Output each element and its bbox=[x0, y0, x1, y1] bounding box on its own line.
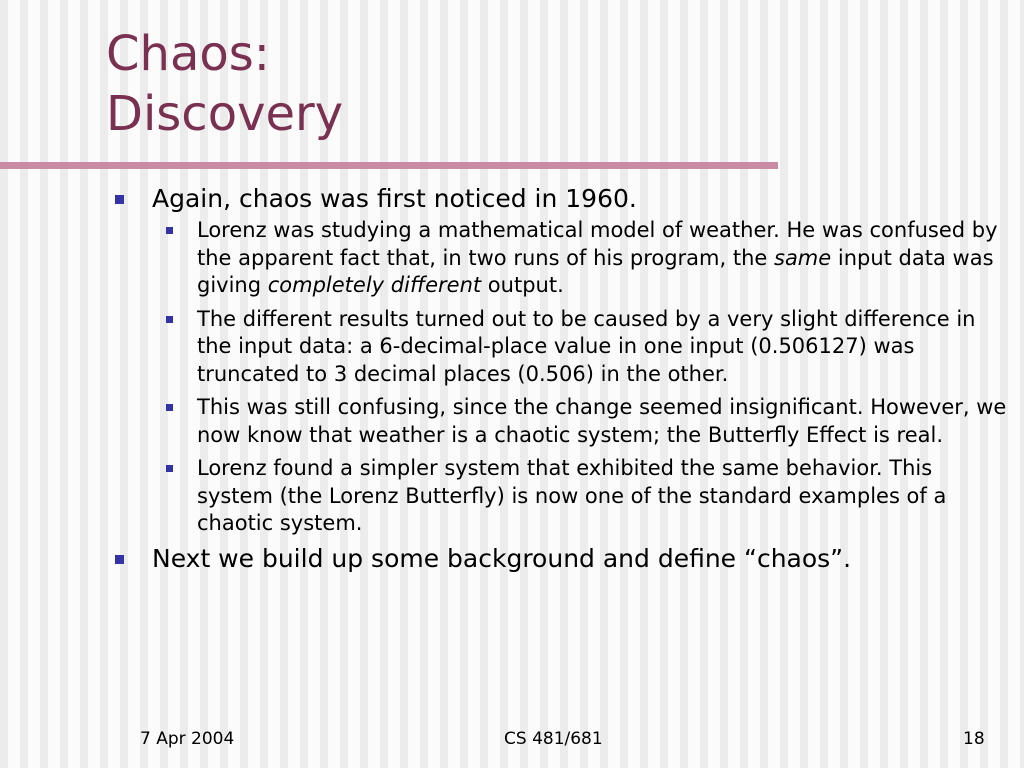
slide-content bbox=[112, 184, 1012, 577]
sub-bullet-item bbox=[112, 306, 1012, 389]
bullet-item bbox=[112, 184, 1012, 214]
bullet-item bbox=[112, 544, 1012, 574]
square-bullet-icon bbox=[166, 316, 173, 323]
square-bullet-icon bbox=[166, 404, 173, 411]
bullet-text: Again, chaos was first noticed in 1960. bbox=[152, 184, 637, 213]
bullet-text: Next we build up some background and define “chaos”. bbox=[152, 543, 852, 573]
footer-course: CS 481/681 bbox=[504, 729, 603, 749]
sub-bullet-text: Lorenz found a simpler system that exhibited the same behavior. This system (the Lorenz Butterfly) is now one of the standard examples of a chaotic system. bbox=[197, 456, 947, 535]
sub-bullet-text: The different results turned out to be caused by a very slight difference in the input data: a 6-decimal-place value in one input (0.506127) was truncated to 3 decimal places (0.506) in the other. bbox=[197, 306, 976, 386]
sub-bullet-text-part: Lorenz was studying a mathematical model of weather. He was confused by the apparent fact that, in two runs of his program, the bbox=[197, 218, 998, 270]
footer-date: 7 Apr 2004 bbox=[140, 729, 235, 749]
sub-bullet-item bbox=[112, 217, 1012, 300]
footer-page-number: 18 bbox=[963, 729, 985, 749]
emphasis-text: same bbox=[774, 245, 832, 270]
emphasis-text: completely different bbox=[267, 273, 482, 297]
slide-title-line2: Discovery bbox=[106, 86, 344, 142]
slide-title-line1: Chaos: bbox=[106, 26, 270, 82]
sub-bullet-text-part: output. bbox=[481, 273, 564, 297]
square-bullet-icon bbox=[115, 555, 124, 564]
sub-bullet-text: This was still confusing, since the change seemed insignificant. However, we now know that weather is a chaotic system; the Butterfly Effect is real. bbox=[197, 395, 1007, 447]
square-bullet-icon bbox=[166, 227, 173, 234]
square-bullet-icon bbox=[166, 465, 173, 472]
slide-title bbox=[106, 24, 343, 144]
sub-bullet-text-part: input data was giving bbox=[197, 245, 994, 297]
sub-bullet-list bbox=[112, 217, 1012, 538]
square-bullet-icon bbox=[115, 195, 124, 204]
sub-bullet-item bbox=[112, 394, 1012, 449]
title-divider bbox=[0, 162, 778, 169]
sub-bullet-item bbox=[112, 455, 1012, 538]
